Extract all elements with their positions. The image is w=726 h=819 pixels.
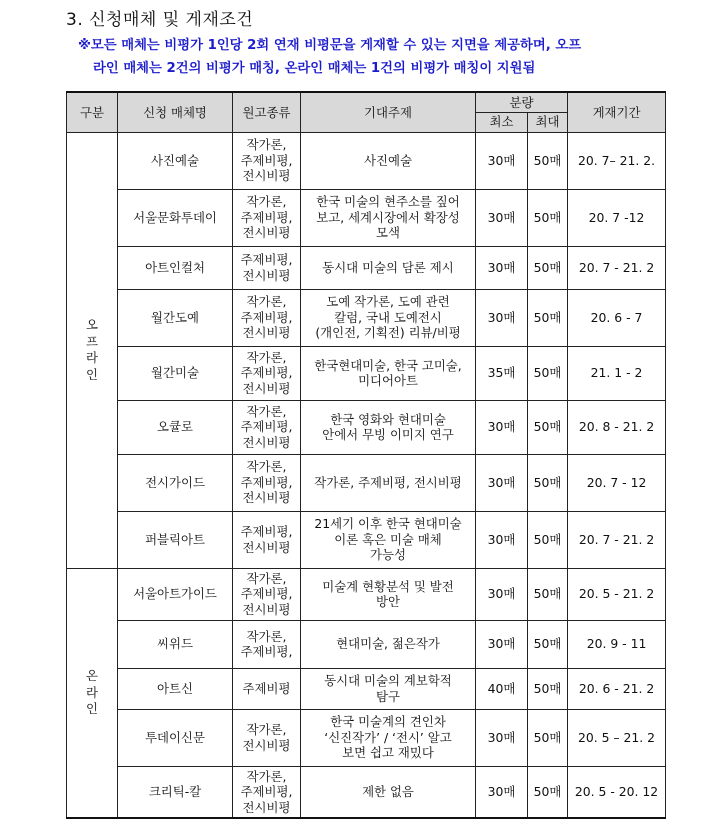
cell-line: 20. 5 – 21. 2 <box>577 729 656 745</box>
cell-line: 월간도예 <box>151 309 199 325</box>
expected-theme <box>301 289 476 346</box>
publish-period <box>568 766 666 818</box>
publish-period <box>568 246 666 289</box>
cell-line: 20. 9 - 11 <box>586 636 647 652</box>
cell-line: 20. 5 - 21. 2 <box>578 586 655 602</box>
cell-line: 50매 <box>533 474 562 490</box>
cell-line: 주제비평 <box>242 680 291 696</box>
cell-line: 35매 <box>487 365 516 381</box>
category-offline <box>67 132 118 568</box>
cell-line: 사진예술 <box>364 152 412 168</box>
cell-line: 오큘로 <box>157 419 193 435</box>
media-name <box>118 189 233 246</box>
cell-line: 20. 7– 21. 2. <box>577 152 656 168</box>
table-row <box>67 568 666 620</box>
cell-line: 인 <box>86 366 98 382</box>
cell-line: 라 <box>86 684 98 700</box>
publish-period <box>568 289 666 346</box>
cell-line: 20. 7 - 21. 2 <box>578 259 655 275</box>
cell-line: 전시비평 <box>242 490 291 506</box>
header-category: 구분 <box>67 92 118 132</box>
cell-line: 20. 5 - 20. 12 <box>574 784 659 799</box>
media-name <box>118 132 233 189</box>
cell-line: 20. 7 -12 <box>588 209 645 225</box>
header-type: 원고종류 <box>233 92 301 132</box>
media-name <box>118 620 233 668</box>
cell-line: 40매 <box>487 680 516 696</box>
amount-min <box>476 454 528 511</box>
table-row <box>67 709 666 766</box>
cell-line: 30매 <box>487 636 516 652</box>
cell-line: 50매 <box>533 259 562 275</box>
cell-line: 오 <box>86 317 98 332</box>
cell-line: 주제비평, <box>240 252 293 267</box>
cell-line: ‘신진작가’ / ‘전시’ 알고 <box>324 729 452 745</box>
media-name <box>118 289 233 346</box>
cell-line: 주제비평, <box>240 644 293 659</box>
cell-line: 작가론, <box>246 349 287 365</box>
table-row <box>67 400 666 454</box>
cell-line: 아트신 <box>157 680 193 696</box>
cell-line: 주제비평, <box>240 365 293 381</box>
cell-line: 21. 1 - 2 <box>590 365 643 381</box>
cell-line: 30매 <box>487 152 516 168</box>
cell-line: 50매 <box>533 365 562 381</box>
amount-max <box>528 246 568 289</box>
manuscript-type <box>233 766 301 818</box>
amount-min <box>476 189 528 246</box>
cell-line: 칼럼, 국내 도예전시 <box>334 309 442 325</box>
cell-line: 작가론, <box>246 137 287 153</box>
media-name <box>118 511 233 568</box>
cell-line: 20. 7 - 21. 2 <box>578 531 655 547</box>
cell-line: 50매 <box>533 636 562 652</box>
publish-period <box>568 511 666 568</box>
cell-line: 전시비평 <box>242 601 291 617</box>
header-period: 게재기간 <box>568 92 666 132</box>
cell-line: 인 <box>86 701 98 716</box>
amount-min <box>476 668 528 709</box>
amount-min <box>476 709 528 766</box>
cell-line: 한국현대미술, 한국 고미술, <box>314 357 462 373</box>
cell-line: 50매 <box>533 209 562 225</box>
cell-line: 투데이신문 <box>145 729 205 745</box>
cell-line: 주제비평, <box>240 419 293 435</box>
cell-line: 한국 미술의 현주소를 짚어 <box>316 194 460 210</box>
manuscript-type <box>233 454 301 511</box>
manuscript-type <box>233 511 301 568</box>
amount-max <box>528 346 568 400</box>
cell-line: 주제비평, <box>240 152 293 168</box>
cell-line: 전시가이드 <box>145 474 205 490</box>
notice-text <box>78 34 678 80</box>
amount-max <box>528 189 568 246</box>
cell-line: 주제비평, <box>240 309 293 325</box>
cell-line: 주제비평, <box>240 784 293 799</box>
publish-period <box>568 668 666 709</box>
section-title: 3. 신청매체 및 게재조건 <box>66 10 254 30</box>
amount-min <box>476 289 528 346</box>
manuscript-type <box>233 346 301 400</box>
manuscript-type <box>233 568 301 620</box>
cell-line: 전시비평 <box>242 539 291 555</box>
publish-period <box>568 454 666 511</box>
amount-min <box>476 246 528 289</box>
table-row <box>67 511 666 568</box>
cell-line: 방안 <box>376 594 400 609</box>
publish-period <box>568 189 666 246</box>
cell-line: 사진예술 <box>151 152 199 168</box>
notice-line-1: ※모든 매체는 비평가 1인당 2회 연재 비평문을 게재할 수 있는 지면을 제공하며, 오프 <box>78 38 582 53</box>
cell-line: 주제비평, <box>240 524 293 539</box>
cell-line: 50매 <box>533 309 562 325</box>
cell-line: 씨위드 <box>157 636 193 652</box>
manuscript-type <box>233 709 301 766</box>
cell-line: 동시대 미술의 담론 제시 <box>322 259 454 275</box>
manuscript-type <box>233 289 301 346</box>
amount-max <box>528 620 568 668</box>
cell-line: 작가론, <box>246 194 287 210</box>
manuscript-type <box>233 400 301 454</box>
amount-min <box>476 346 528 400</box>
cell-line: 작가론, <box>246 722 287 737</box>
amount-min <box>476 620 528 668</box>
cell-line: 작가론, <box>246 403 287 419</box>
manuscript-type <box>233 620 301 668</box>
cell-line: 20. 8 - 21. 2 <box>578 419 655 435</box>
cell-line: 21세기 이후 한국 현대미술 <box>314 516 462 532</box>
cell-line: 주제비평, <box>240 209 293 225</box>
cell-line: 작가론, <box>246 459 287 475</box>
cell-line: 작가론, <box>246 628 287 644</box>
cell-line: 전시비평 <box>242 325 291 341</box>
cell-line: 작가론, <box>246 768 287 784</box>
amount-max <box>528 132 568 189</box>
cell-line: 30매 <box>487 209 516 225</box>
cell-line: 보면 쉽고 재밌다 <box>342 745 434 761</box>
media-name <box>118 668 233 709</box>
cell-line: 이론 혹은 미술 매체 <box>334 531 442 547</box>
cell-line: 전시비평 <box>242 380 291 396</box>
cell-line: 프 <box>86 333 98 349</box>
table-header <box>67 92 666 132</box>
amount-max <box>528 289 568 346</box>
cell-line: 월간미술 <box>151 365 199 381</box>
amount-min <box>476 568 528 620</box>
publish-period <box>568 620 666 668</box>
media-name <box>118 246 233 289</box>
cell-line: 주제비평, <box>240 474 293 490</box>
cell-line: 동시대 미술의 계보학적 <box>324 673 452 688</box>
media-name <box>118 709 233 766</box>
cell-line: 30매 <box>487 474 516 490</box>
cell-line: 전시비평 <box>242 799 291 815</box>
table-row <box>67 620 666 668</box>
publish-period <box>568 132 666 189</box>
media-name <box>118 346 233 400</box>
cell-line: 50매 <box>533 680 562 696</box>
table-row <box>67 346 666 400</box>
cell-line: 30매 <box>487 419 516 435</box>
cell-line: 전시비평 <box>242 434 291 450</box>
cell-line: 라 <box>86 350 98 365</box>
amount-max <box>528 568 568 620</box>
cell-line: 퍼블릭아트 <box>145 531 205 547</box>
amount-max <box>528 766 568 818</box>
publish-period <box>568 709 666 766</box>
table-row <box>67 246 666 289</box>
cell-line: 작가론, <box>246 570 287 586</box>
cell-line: 주제비평, <box>240 586 293 602</box>
amount-min <box>476 511 528 568</box>
expected-theme <box>301 189 476 246</box>
header-theme: 기대주제 <box>301 92 476 132</box>
header-media: 신청 매체명 <box>118 92 233 132</box>
cell-line: 50매 <box>533 531 562 547</box>
cell-line: 작가론, <box>246 294 287 310</box>
table-row <box>67 289 666 346</box>
header-amount: 분량 <box>476 92 568 112</box>
expected-theme <box>301 132 476 189</box>
expected-theme <box>301 511 476 568</box>
cell-line: 20. 7 - 12 <box>586 474 647 490</box>
expected-theme <box>301 246 476 289</box>
category-online <box>67 568 118 818</box>
expected-theme <box>301 668 476 709</box>
table-body <box>67 132 666 818</box>
cell-line: 50매 <box>533 152 562 168</box>
media-name <box>118 568 233 620</box>
media-name <box>118 766 233 818</box>
cell-line: 제한 없음 <box>362 784 414 799</box>
manuscript-type <box>233 132 301 189</box>
cell-line: 미디어아트 <box>358 373 418 388</box>
manuscript-type <box>233 668 301 709</box>
amount-max <box>528 511 568 568</box>
cell-line: 온 <box>86 668 98 683</box>
media-table <box>66 91 666 819</box>
cell-line: 50매 <box>533 419 562 435</box>
media-name <box>118 454 233 511</box>
publish-period <box>568 400 666 454</box>
publish-period <box>568 346 666 400</box>
cell-line: 30매 <box>487 784 516 799</box>
cell-line: 작가론, 주제비평, 전시비평 <box>314 474 462 490</box>
table-row <box>67 668 666 709</box>
cell-line: 탐구 <box>376 688 400 704</box>
cell-line: 서울아트가이드 <box>133 586 217 602</box>
amount-max <box>528 668 568 709</box>
cell-line: 50매 <box>533 784 562 799</box>
cell-line: 50매 <box>533 586 562 602</box>
cell-line: 안에서 무빙 이미지 연구 <box>322 427 454 442</box>
cell-line: 서울문화투데이 <box>133 209 217 225</box>
cell-line: 20. 6 - 21. 2 <box>578 680 655 696</box>
cell-line: 30매 <box>487 309 516 325</box>
amount-max <box>528 400 568 454</box>
media-name <box>118 400 233 454</box>
cell-line: 전시비평 <box>242 225 291 241</box>
cell-line: 한국 미술계의 견인차 <box>330 714 446 730</box>
cell-line: 모색 <box>376 225 400 241</box>
manuscript-type <box>233 189 301 246</box>
cell-line: 도예 작가론, 도예 관련 <box>326 294 450 310</box>
expected-theme <box>301 620 476 668</box>
cell-line: 가능성 <box>370 547 406 563</box>
publish-period <box>568 568 666 620</box>
cell-line: 30매 <box>487 531 516 547</box>
cell-line: 30매 <box>487 586 516 602</box>
cell-line: 크리틱-칼 <box>148 784 202 799</box>
amount-min <box>476 132 528 189</box>
cell-line: 전시비평 <box>242 737 291 753</box>
cell-line: 보고, 세계시장에서 확장성 <box>316 209 460 225</box>
cell-line: 20. 6 - 7 <box>590 309 643 325</box>
cell-line: (개인전, 기획전) 리뷰/비평 <box>315 325 461 341</box>
cell-line: 아트인컬처 <box>145 259 205 275</box>
cell-line: 한국 영화와 현대미술 <box>330 411 446 427</box>
cell-line: 30매 <box>487 259 516 275</box>
expected-theme <box>301 400 476 454</box>
cell-line: 전시비평 <box>242 267 291 283</box>
header-max: 최대 <box>528 112 568 132</box>
table-row <box>67 766 666 818</box>
cell-line: 30매 <box>487 729 516 745</box>
expected-theme <box>301 766 476 818</box>
expected-theme <box>301 568 476 620</box>
amount-min <box>476 400 528 454</box>
header-min: 최소 <box>476 112 528 132</box>
amount-min <box>476 766 528 818</box>
amount-max <box>528 454 568 511</box>
table-row <box>67 454 666 511</box>
cell-line: 미술계 현황분석 및 발전 <box>322 578 454 594</box>
table-row <box>67 132 666 189</box>
manuscript-type <box>233 246 301 289</box>
cell-line: 현대미술, 젊은작가 <box>336 636 440 652</box>
expected-theme <box>301 346 476 400</box>
table-row <box>67 189 666 246</box>
expected-theme <box>301 454 476 511</box>
notice-line-2: 라인 매체는 2건의 비평가 매칭, 온라인 매체는 1건의 비평가 매칭이 지원됨 <box>93 61 536 76</box>
cell-line: 50매 <box>533 729 562 745</box>
cell-line: 전시비평 <box>242 168 291 184</box>
expected-theme <box>301 709 476 766</box>
amount-max <box>528 709 568 766</box>
